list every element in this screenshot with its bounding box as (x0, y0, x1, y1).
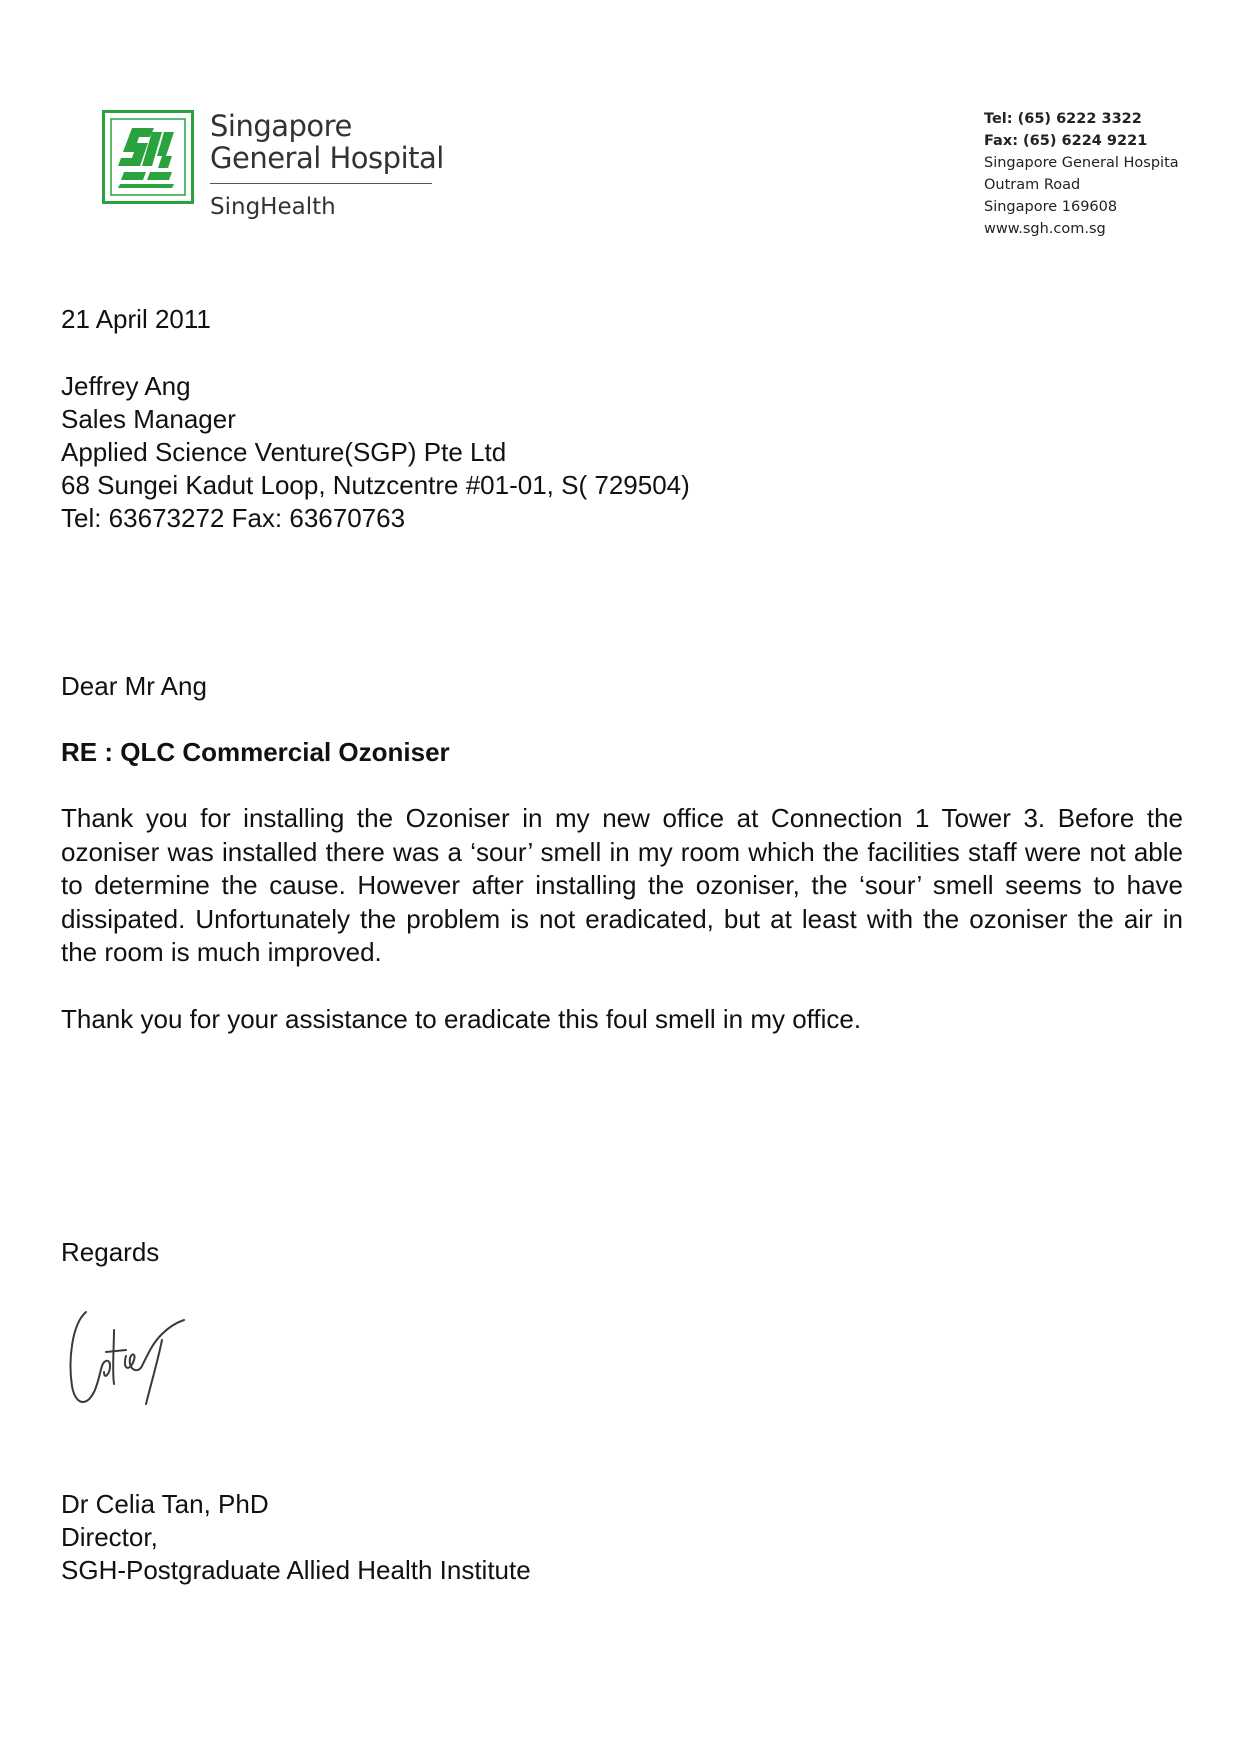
sgh-logo-icon (102, 110, 194, 204)
contact-road: Outram Road (984, 177, 1081, 193)
org-name-line1: Singapore (210, 109, 352, 143)
contact-fax: Fax: (65) 6224 9221 (984, 133, 1148, 149)
body-paragraph-2: Thank you for your assistance to eradicate this foul smell in my office. (61, 1004, 862, 1034)
letterhead-logo (102, 110, 442, 230)
recipient-address (61, 370, 690, 535)
closing: Regards (61, 1237, 160, 1267)
contact-org: Singapore General Hospita (984, 155, 1179, 171)
contact-tel: Tel: (65) 6222 3322 (984, 111, 1142, 127)
salutation: Dear Mr Ang (61, 671, 207, 701)
body-paragraph-1: Thank you for installing the Ozoniser in my new office at Connection 1 Tower 3. Before the ozoniser was installed there was a ‘sour’ smell in my room which the facilities staff were not able to determine the cause. However after installing the ozoniser, the ‘sour’ smell seems to have dissipated. Unfortunately the problem is not eradicated, but at least with the ozoniser the air in the room is much improved. (61, 803, 1183, 967)
logo-text (210, 109, 444, 220)
org-group: SingHealth (210, 194, 336, 220)
contact-web: www.sgh.com.sg (984, 221, 1106, 237)
signer-block (61, 1488, 531, 1587)
logo-divider (210, 183, 432, 184)
handwritten-signature (66, 1300, 206, 1420)
org-name-line2: General Hospital (210, 141, 444, 175)
recipient-name: Jeffrey Ang (61, 371, 191, 401)
recipient-street: 68 Sungei Kadut Loop, Nutzcentre #01-01, S( 729504) (61, 470, 690, 500)
recipient-phone: Tel: 63673272 Fax: 63670763 (61, 503, 406, 533)
letterhead-contact (984, 108, 1224, 240)
signer-institute: SGH-Postgraduate Allied Health Institute (61, 1555, 531, 1585)
subject-line: RE : QLC Commercial Ozoniser (61, 737, 450, 767)
letter-date: 21 April 2011 (61, 304, 211, 334)
contact-postal: Singapore 169608 (984, 199, 1118, 215)
signer-name: Dr Celia Tan, PhD (61, 1489, 269, 1519)
signer-title: Director, (61, 1522, 158, 1552)
recipient-title: Sales Manager (61, 404, 236, 434)
recipient-company: Applied Science Venture(SGP) Pte Ltd (61, 437, 507, 467)
